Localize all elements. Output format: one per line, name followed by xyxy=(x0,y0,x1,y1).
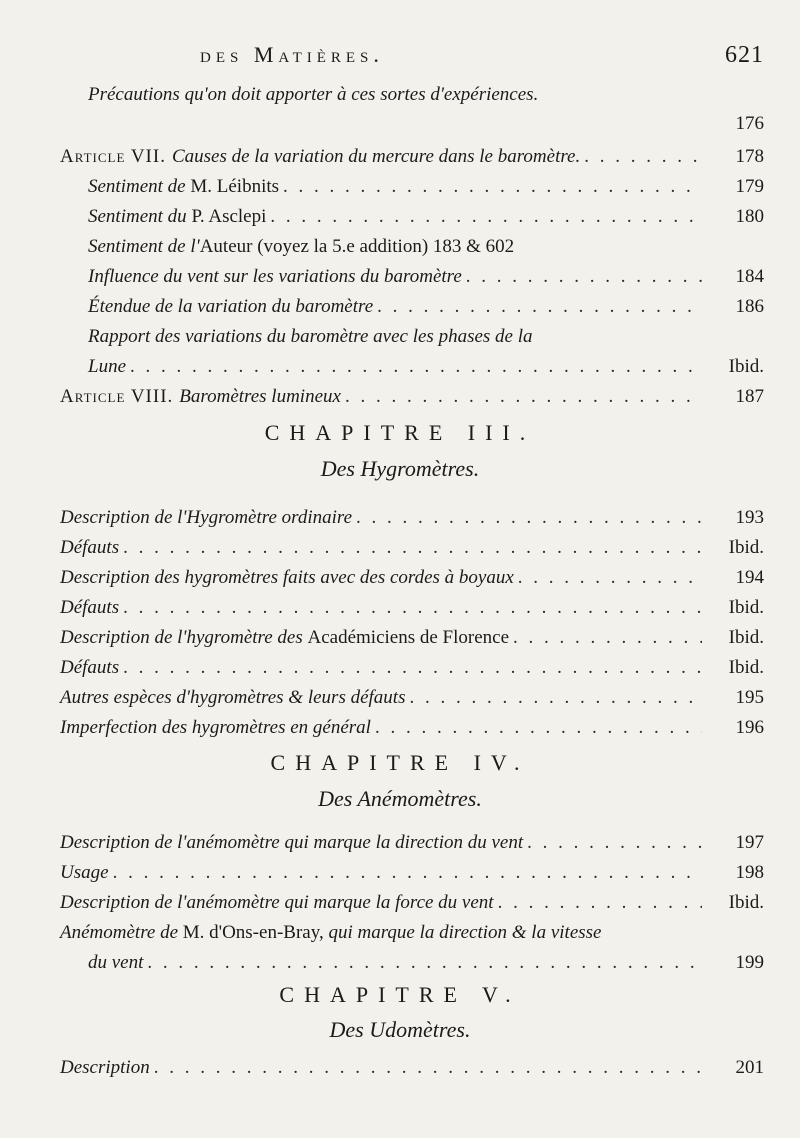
chapter-heading: CHAPITRE IV. xyxy=(270,750,530,775)
index-entry xyxy=(88,324,764,350)
entry-text: Influence du vent sur les variations du baromètre xyxy=(88,266,462,287)
entry-page: 196 xyxy=(735,717,764,738)
entry-text: Causes de la variation du mercure dans le baromètre. xyxy=(171,146,581,167)
index-entry xyxy=(60,384,764,410)
page-number: 621 xyxy=(725,42,764,68)
entry-text-roman: Académiciens de Florence xyxy=(307,627,510,648)
entry-page: 195 xyxy=(735,687,764,708)
chapter-subtitle: Des Anémomètres. xyxy=(318,786,482,811)
entry-page: Ibid. xyxy=(728,356,764,377)
entry-page: 179 xyxy=(735,176,764,197)
entry-page: 184 xyxy=(735,266,764,287)
entry-page: 199 xyxy=(735,952,764,973)
chapter-subtitle: Des Hygromètres. xyxy=(320,456,480,481)
running-head-title: des Matières. xyxy=(200,42,384,67)
index-entry xyxy=(60,535,764,561)
index-entry xyxy=(88,204,764,230)
index-entry xyxy=(88,264,764,290)
entry-text: Étendue de la variation du baromètre xyxy=(88,296,374,317)
index-entry xyxy=(60,505,764,531)
entry-text: Description de l'Hygromètre ordinaire xyxy=(60,507,353,528)
index-entry xyxy=(88,82,764,108)
entry-page: Ibid. xyxy=(728,537,764,558)
article-label: Article VII. xyxy=(60,146,166,167)
entry-text: Description xyxy=(60,1057,150,1078)
entry-text: Description de l'anémomètre qui marque la force du vent xyxy=(60,892,494,913)
chapter-heading: CHAPITRE V. xyxy=(279,982,521,1007)
entry-page: Ibid. xyxy=(728,597,764,618)
entry-text: Usage xyxy=(60,862,109,883)
entry-text: Autres espèces d'hygromètres & leurs défauts xyxy=(60,687,406,708)
running-head xyxy=(200,42,764,68)
index-entry xyxy=(60,565,764,591)
entry-page: 194 xyxy=(735,567,764,588)
index-entry xyxy=(60,685,764,711)
entry-text: Rapport des variations du baromètre avec les phases de la xyxy=(88,326,533,347)
index-entry xyxy=(88,234,764,260)
entry-page: 193 xyxy=(735,507,764,528)
entry-text: Description de l'hygromètre des xyxy=(60,627,303,648)
index-entry xyxy=(88,174,764,200)
entry-text-roman: M. d'Ons-en-Bray, xyxy=(182,922,324,943)
index-entry xyxy=(88,294,764,320)
entry-page: 178 xyxy=(735,146,764,167)
entry-page: 201 xyxy=(735,1057,764,1078)
index-entry xyxy=(60,890,764,916)
entry-page: 180 xyxy=(735,206,764,227)
entry-page: 197 xyxy=(735,832,764,853)
entry-text-roman: M. Léibnits xyxy=(190,176,280,197)
entry-text: qui marque la direction & la vitesse xyxy=(328,922,602,943)
entry-page: Ibid. xyxy=(728,627,764,648)
index-entry xyxy=(60,625,764,651)
index-entry xyxy=(88,354,764,380)
index-entry xyxy=(60,920,764,946)
entry-text: Sentiment du xyxy=(88,206,187,227)
article-label: Article VIII. xyxy=(60,386,174,407)
entry-text: Précautions qu'on doit apporter à ces sortes d'expériences. xyxy=(88,84,539,105)
index-entry xyxy=(60,595,764,621)
entry-page: Ibid. xyxy=(728,657,764,678)
entry-text: du vent xyxy=(88,952,144,973)
index-entry xyxy=(60,144,764,170)
entry-text: Défauts xyxy=(60,657,120,678)
entry-page: 198 xyxy=(735,862,764,883)
entry-page: 176 xyxy=(735,113,764,134)
entry-page: Ibid. xyxy=(728,892,764,913)
index-entry xyxy=(60,655,764,681)
entry-text: Défauts xyxy=(60,537,120,558)
entry-page: 186 xyxy=(735,296,764,317)
index-entry xyxy=(60,715,764,741)
entry-text: Description de l'anémomètre qui marque la direction du vent xyxy=(60,832,524,853)
entry-text-roman: Auteur (voyez la 5.e addition) 183 & 602 xyxy=(199,236,515,257)
entry-text: Description des hygromètres faits avec des cordes à boyaux xyxy=(60,567,514,588)
entry-text: Défauts xyxy=(60,597,120,618)
chapter-subtitle: Des Udomètres. xyxy=(329,1017,471,1042)
entry-page: 187 xyxy=(735,386,764,407)
entry-text: Sentiment de xyxy=(88,176,186,197)
index-entry xyxy=(60,860,764,886)
chapter-heading: CHAPITRE III. xyxy=(264,420,536,445)
entry-text-roman: P. Asclepi xyxy=(191,206,267,227)
entry-text: Imperfection des hygromètres en général xyxy=(60,717,371,738)
entry-text: Anémomètre de xyxy=(60,922,178,943)
entry-text: Sentiment de l' xyxy=(88,236,200,257)
index-entry xyxy=(88,950,764,976)
entry-text: Baromètres lumineux xyxy=(179,386,341,407)
index-entry xyxy=(60,1055,764,1081)
index-entry xyxy=(60,830,764,856)
entry-text: Lune xyxy=(88,356,126,377)
